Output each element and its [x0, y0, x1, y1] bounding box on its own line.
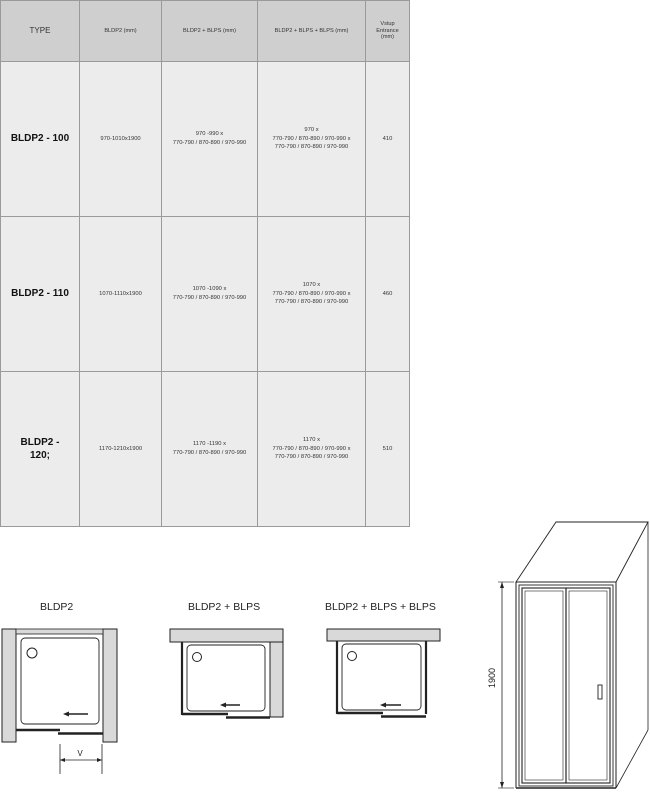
cell-line: 770-790 / 870-890 / 970-990 x [272, 445, 351, 452]
diagram-label-bldp2-blps-blps: BLDP2 + BLPS + BLPS [325, 601, 436, 613]
entrance-cell [366, 62, 410, 217]
cell-line: 1170 -1190 x [193, 441, 226, 448]
plan-diagram-bldp2-blps [168, 626, 288, 726]
shower-tray [342, 644, 421, 710]
diagram-label-bldp2-blps: BLDP2 + BLPS [188, 601, 261, 613]
table-row [1, 62, 410, 217]
entrance-marker: V [77, 749, 83, 758]
door-handle-icon [598, 685, 602, 699]
bldp2-blps-blps-cell [258, 372, 366, 527]
bldp2-blps-cell [162, 62, 258, 217]
header-row [1, 1, 410, 62]
drain-icon [193, 653, 202, 662]
spec-table-body [1, 62, 410, 527]
model-cell [1, 217, 80, 372]
cell-line: 460 [382, 290, 393, 297]
cell-line: BLDP2 - 110 [11, 288, 69, 300]
cell-line: 770-790 / 870-890 / 970-990 [274, 144, 349, 151]
bldp2-cell [80, 62, 162, 217]
cell-line: 770-790 / 870-890 / 970-990 [172, 450, 247, 456]
cell-line: 970-1010x1900 [100, 135, 141, 142]
cell-line: 770-790 / 870-890 / 970-990 [274, 454, 349, 461]
cell-line: 1070 -1090 x [192, 286, 227, 293]
top-frame-outline [516, 522, 648, 582]
header-line: (mm) [380, 34, 395, 41]
door-panel-left [522, 588, 566, 783]
model-cell [1, 372, 80, 527]
model-cell [1, 62, 80, 217]
cell-line: 770-790 / 870-890 / 970-990 x [272, 135, 351, 142]
bldp2-blps-blps-header: BLDP2 + BLPS + BLPS (mm) [258, 1, 366, 62]
table-row [1, 217, 410, 372]
cell-line: 410 [382, 135, 393, 142]
cell-line: BLDP2 - [20, 436, 60, 448]
shower-tray [21, 638, 99, 724]
bldp2-blps-cell [162, 372, 258, 527]
cell-line: 970 x [304, 126, 319, 133]
right-wall [103, 629, 117, 742]
bldp2-header: BLDP2 (mm) [80, 1, 162, 62]
header-line: Vstup [380, 20, 395, 27]
entrance-cell [366, 217, 410, 372]
cell-line: 1170 x [303, 436, 320, 443]
side-wall [270, 642, 283, 717]
plan-diagram-bldp2-blps-blps [325, 626, 445, 726]
cell-line: 770-790 / 870-890 / 970-990 [172, 295, 247, 301]
spec-table [0, 0, 410, 527]
cell-line: BLDP2 - 100 [10, 133, 70, 145]
header-line: Entrance [376, 27, 399, 34]
bldp2-blps-blps-cell [258, 217, 366, 372]
bldp2-cell [80, 217, 162, 372]
plan-diagram-bldp2 [0, 626, 120, 776]
back-wall [16, 629, 103, 634]
diagram-label-bldp2: BLDP2 [40, 601, 74, 613]
drain-icon [348, 652, 357, 661]
entrance-cell [366, 372, 410, 527]
shower-tray [187, 645, 265, 711]
spec-table-header [1, 1, 410, 62]
cell-line: 770-790 / 870-890 / 970-990 [172, 140, 247, 146]
bldp2-blps-blps-cell [258, 62, 366, 217]
bldp2-blps-header: BLDP2 + BLPS (mm) [162, 1, 258, 62]
bldp2-cell [80, 372, 162, 527]
bldp2-blps-cell [162, 217, 258, 372]
cell-line: 1070 x [302, 281, 321, 288]
back-wall [170, 629, 283, 642]
entrance-header [366, 1, 410, 62]
cell-line: 1070-1110x1900 [99, 290, 142, 297]
height-dimension-label: 1900 [487, 667, 497, 689]
cell-line: 770-790 / 870-890 / 970-990 [274, 299, 349, 306]
type-header: TYPE [1, 1, 80, 62]
door-perspective-drawing [486, 520, 648, 796]
cell-line: 770-790 / 870-890 / 970-990 x [272, 290, 351, 297]
back-wall [327, 629, 440, 641]
drain-icon [27, 648, 37, 658]
cell-line: 970 -990 x [195, 131, 224, 138]
cell-line: 120; [29, 450, 50, 461]
cell-line: 1170-1210x1900 [98, 445, 143, 452]
left-wall [2, 629, 16, 742]
table-row [1, 372, 410, 527]
door-panel-right [566, 588, 610, 783]
cell-line: 510 [382, 445, 393, 452]
